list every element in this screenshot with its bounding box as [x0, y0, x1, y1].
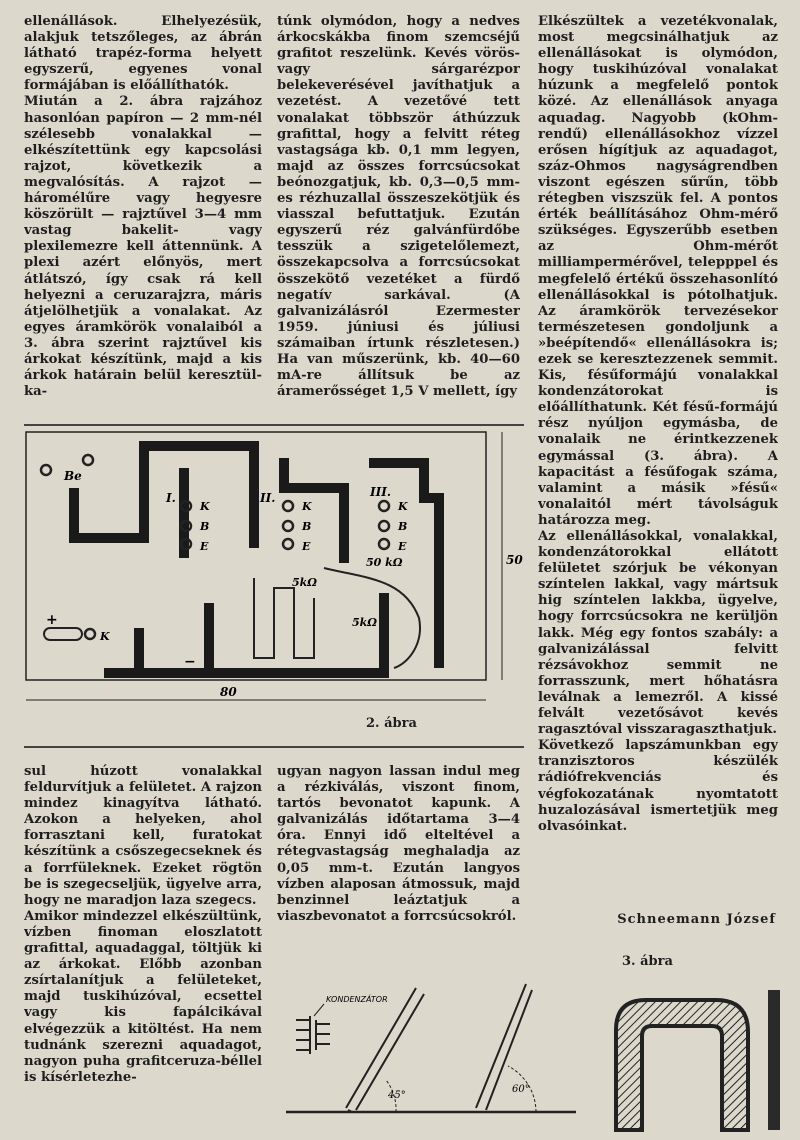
resistor-1-label: 5kΩ	[292, 576, 318, 589]
minus-label: −	[184, 654, 196, 670]
be-label: Be	[64, 469, 82, 483]
figure-2-frame-bottom	[24, 746, 524, 748]
comb-condenser	[296, 1016, 330, 1054]
stylus-45	[346, 988, 424, 1112]
condenser-label: KONDENZÁTOR	[326, 995, 388, 1004]
resistor-3-label: 50 kΩ	[366, 556, 403, 569]
figure-2-frame-top	[24, 424, 524, 426]
figure-2-circuit-board	[24, 428, 529, 718]
figure-3-caption: 3. ábra	[622, 954, 673, 969]
plus-label: +	[46, 612, 58, 628]
figure-2-caption: 2. ábra	[366, 716, 417, 731]
b-label-3: B	[398, 520, 408, 533]
k-label-2: K	[302, 500, 312, 513]
be-terminal-2	[83, 455, 93, 465]
edge-bar	[768, 990, 780, 1130]
transistor-pads	[181, 501, 389, 549]
k-terminal	[85, 629, 95, 639]
column-2-bottom: ugyan nagyon lassan indul meg a rézkiválás, viszont finom, tartós bevonatot kapunk. A galvanizálás időtartama 3—4 óra. Ennyi idő elteltével a rétegvastagság meghaladja az 0,05 mm-t. Ezután langyos vízben alaposan átmossuk, majd benzinnel leáztatjuk a viaszbevonatot a forrcsúcsokról.	[277, 764, 520, 924]
author-signature: Schneemann József	[617, 912, 776, 927]
resistor-2-label: 5kΩ	[352, 616, 378, 629]
stage-1-label: I.	[166, 491, 176, 505]
be-terminal-1	[41, 465, 51, 475]
b-label-2: B	[302, 520, 312, 533]
column-2-top: túnk olymódon, hogy a nedves árkocskákba finom szemcséjű grafitot reszelünk. Kevés vörös- vagy sárgarézpor belekeverésével javíthatjuk a vezetést. A vezetővé tett vonalakat többször áthúzzuk grafittal, hogy a felvitt réteg vastagsága kb. 0,1 mm legyen, majd az összes forrcsúcsokat beónozgatjuk, kb. 0,3—0,5 mm-es rézhuzallal összeszekötjük és viasszal befuttatjuk. Ezután egyszerű réz galvánfürdőbe tesszük a szigetelőlemezt, összekapcsolva a forrcsúcsokat összekötő vezetéket a fürdő negatív sarkával. (A galvanizálásról Ezermester 1959. júniusi és júliusi számaiban írtunk részletesen.) Ha van műszerünk, kb. 40—60 mA-re állítsuk be az áramerősséget 1,5 V mellett, így	[277, 14, 520, 400]
column-1-top: ellenállások. Elhelyezésük, alakjuk tetszőleges, az ábrán látható trapéz-forma helyett egyszerű, egyenes vonal formájában is előállíthatók. Miután a 2. ábra rajzához hasonlóan papíron — 2 mm-nél szélesebb vonalakkal — elkészítettünk egy kapcsolási rajzot, következik a megvalósítás. A rajzot — háromélűre vagy hegyesre köszörült — rajztűvel 3—4 mm vastag bakelit- vagy plexilemezre kell áttennünk. A plexi azért előnyös, mert átlátszó, így csak rá kell helyezni a ceruzarajzra, máris átjelölhetjük a vonalakat. Az egyes áramkörök vonalaiból a 3. ábra szerint rajztűvel kis árkokat készítünk, majd a kis árkok határain belül keresztül-ka-	[24, 14, 262, 400]
stage-2-label: II.	[260, 491, 276, 505]
e-label-3: E	[398, 540, 407, 553]
stage-3-label: III.	[370, 485, 392, 499]
k-label-battery: K	[100, 630, 110, 643]
hatched-groove	[616, 1000, 748, 1130]
column-3: Elkészültek a vezetékvonalak, most megcsinálhatjuk az ellenállásokat is olymódon, hogy tuskihúzóval vonalakat húzunk a megfelelő pontok közé. Az ellenállások anyaga aquadag. Nagyobb (kOhm-rendű) ellenállásokhoz vízzel erősen hígítjuk az aquadagot, száz-Ohmos nagyságrendben viszont egészen sűrűn, több rétegben viszszük fel. A pontos érték beállításához Ohm-mérő szükséges. Egyszerűbb esetben az Ohm-mérőt milliampermérővel, telepppel és megfelelő értékű összehasonlító ellenállásokkal is pótolhatjuk. Az áramkörök tervezésekor természetesen gondoljunk a »beépítendő« ellenállásokra is; ezek se keresztezzenek semmit. Kis, fésűformájú vonalakkal kondenzátorokat is előállíthatunk. Két fésű-formájú rész nyúljon egymásba, de vonalaik ne érintkezzenek egymással (3. ábra). A kapacitást a fésűfogak száma, valamint a másik »fésű« vonalaitól mért távolságuk határozza meg. Az ellenállásokkal, vonalakkal, kondenzátorokkal ellátott felületet szórjuk be vékonyan színtelen lakkal, vagy mártsuk hig színtelen lakkba, ügyelve, hogy forrcsúcsokra ne kerüljön lakk. Még egy fontos szabály: a galvanizálással felvitt rézsávokhoz semmit ne forrasszunk, mert hőhatásra leválnak a lemezről. A kissé felvált vezetősávot kevés ragasztóval visszaragaszthatjuk. Következő lapszámunkban egy tranzisztoros készülék rádiófrekvenciás és végfokozatának nyomtatott huzalozásával ismertetjük meg olvasóinkat.	[538, 14, 778, 834]
angle-45-label: 45°	[388, 1090, 406, 1101]
height-label: 50	[506, 553, 523, 567]
angle-60-label: 60°	[512, 1084, 530, 1095]
e-label-2: E	[302, 540, 311, 553]
k-label-3: K	[398, 500, 408, 513]
b-label-1: B	[200, 520, 210, 533]
battery-connector	[44, 628, 82, 640]
column-1-bottom: sul húzott vonalakkal feldurvítjuk a felületet. A rajzon mindez kinagyítva látható. Azokon a helyeken, ahol forrasztani kell, furatokat készítünk a csőszegecseknek és a forrfüleknek. Ezeket rögtön be is szegecseljük, ügyelve arra, hogy ne maradjon laza szegecs. Amikor mindezzel elkészültünk, vízben finoman eloszlatott grafittal, aquadaggal, töltjük ki az árkokat. Előbb azonban zsírtalanítjuk a felületeket, majd tuskihúzóval, ecsettel vagy kis fapálcikával elvégezzük a kitöltést. Ha nem tudnánk szerezni aquadagot, nagyon puha grafitceruza-béllel is kísérletezhe-	[24, 764, 262, 1085]
resistor-traces	[254, 568, 420, 668]
e-label-1: E	[200, 540, 209, 553]
k-label-1: K	[200, 500, 210, 513]
width-label: 80	[220, 685, 237, 699]
figure-3-illustration	[286, 980, 796, 1136]
